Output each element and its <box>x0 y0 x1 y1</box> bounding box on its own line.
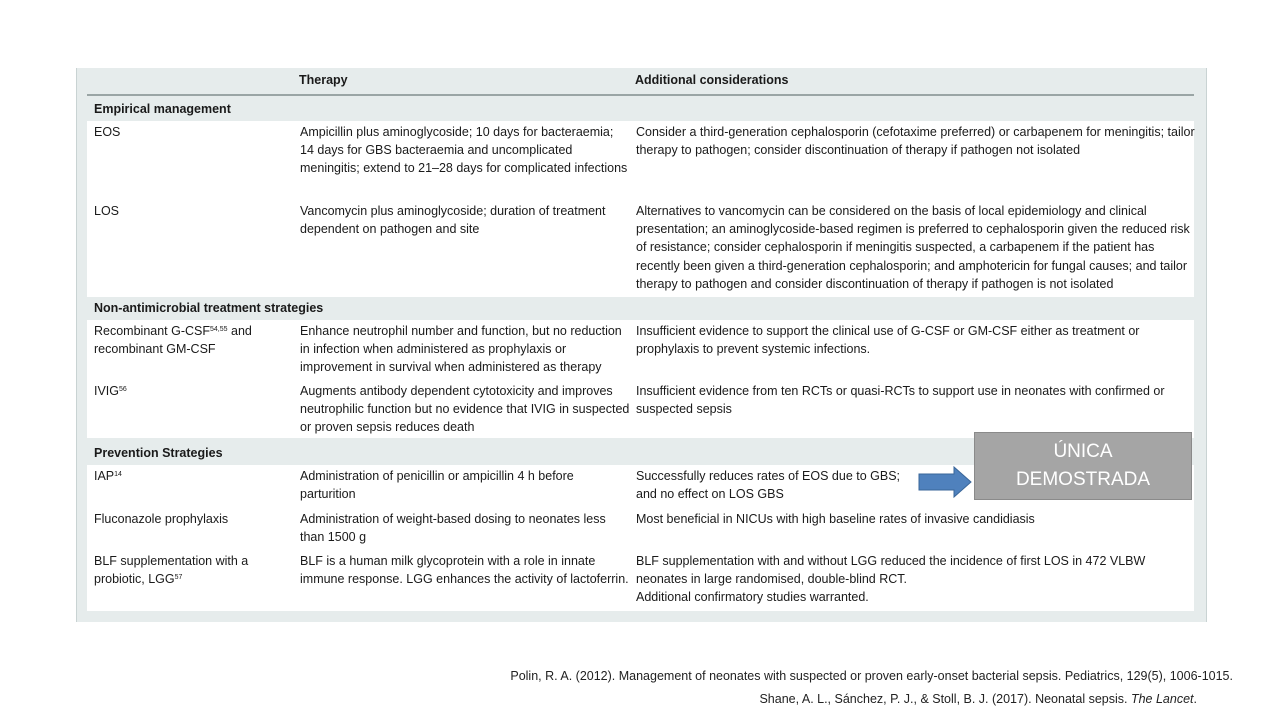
row-therapy: Ampicillin plus aminoglycoside; 10 days for bacteraemia; 14 days for GBS bacteraemia and uncomplicated meningitis; extend to 21–28 days for complicated infections <box>300 125 628 176</box>
row-therapy: Administration of weight-based dosing to neonates less than 1500 g <box>300 512 606 545</box>
citation-sup: 57 <box>174 574 183 582</box>
row-therapy: BLF is a human milk glycoprotein with a role in innate immune response. LGG enhances the activity of lactoferrin. <box>300 554 629 587</box>
row-considerations: Consider a third-generation cephalosporin (cefotaxime preferred) or carbapenem for meningitis; tailor therapy to pathogen; consider discontinuation of therapy if pathogen not isolated <box>636 125 1195 158</box>
row-label: IVIG$^{56}$ <box>94 384 127 398</box>
citation-sup: 14 <box>114 471 122 478</box>
header-rule <box>87 94 1194 96</box>
section-rows <box>87 320 1194 438</box>
row-considerations: Alternatives to vancomycin can be considered on the basis of local epidemiology and clinical presentation; an aminoglycoside-based regimen is preferred to cephalosporin given the reduced risk of resistance; consider cephalosporin if meningitis suspected, a carbapenem if the patient has recently been given a third-generation cephalosporin; and amphotericin for fungal causes; and tailor therapy to pathogen and consider discontinuation of therapy if pathogen is not isolated <box>636 204 1190 291</box>
citation-sup: 54,55 <box>210 326 228 333</box>
row-label: Fluconazole prophylaxis <box>94 512 229 526</box>
row-label: Recombinant G-CSF$^{54,55}$ and recombinant GM-CSF <box>94 324 252 357</box>
row-considerations: Successfully reduces rates of EOS due to GBS; and no effect on LOS GBS <box>636 469 901 502</box>
section-title: Non-antimicrobial treatment strategies <box>94 301 324 315</box>
section-title: Empirical management <box>94 102 231 116</box>
row-considerations: Insufficient evidence to support the clinical use of G-CSF or GM-CSF either as treatment or prophylaxis to prevent systemic infections. <box>636 324 1140 357</box>
row-considerations: Insufficient evidence from ten RCTs or quasi-RCTs to support use in neonates with confirmed or suspected sepsis <box>636 384 1165 417</box>
journal-title: The Lancet <box>1130 692 1194 706</box>
citation-sup: 56 <box>119 386 127 393</box>
row-label: BLF supplementation with a probiotic, LGG$^{57}$ <box>94 554 249 587</box>
sepsis-management-table <box>76 68 1207 622</box>
row-label: LOS <box>94 204 120 218</box>
right-arrow-icon <box>918 466 972 498</box>
row-considerations: Most beneficial in NICUs with high baseline rates of invasive candidiasis <box>636 512 1035 526</box>
row-label: EOS <box>94 125 121 139</box>
reference-shane: Shane, A. L., Sánchez, P. J., & Stoll, B. J. (2017). Neonatal sepsis. The Lancet. <box>759 692 1197 706</box>
header-therapy: Therapy <box>299 73 348 87</box>
row-therapy: Administration of penicillin or ampicillin 4 h before parturition <box>300 469 574 502</box>
section-rows <box>87 121 1194 297</box>
row-therapy: Augments antibody dependent cytotoxicity and improves neutrophilic function but no evidence that IVIG in suspected or proven sepsis reduces death <box>300 384 630 435</box>
callout-line1: ÚNICA <box>1053 441 1113 462</box>
row-therapy: Enhance neutrophil number and function, but no reduction in infection when administered as prophylaxis or improvement in survival when administered as therapy <box>300 324 622 375</box>
header-additional-considerations: Additional considerations <box>635 73 789 87</box>
row-considerations: BLF supplementation with and without LGG reduced the incidence of first LOS in 472 VLBW neonates in large randomised, double-blind RCT. Additional confirmatory studies warranted. <box>636 554 1146 605</box>
row-label: IAP$^{14}$ <box>94 469 122 483</box>
section-title: Prevention Strategies <box>94 446 223 460</box>
callout-box <box>974 432 1192 500</box>
callout-line2: DEMOSTRADA <box>1015 469 1151 490</box>
reference-polin: Polin, R. A. (2012). Management of neonates with suspected or proven early-onset bacterial sepsis. Pediatrics, 129(5), 1006-1015. <box>510 669 1233 683</box>
row-therapy: Vancomycin plus aminoglycoside; duration of treatment dependent on pathogen and site <box>300 204 606 237</box>
